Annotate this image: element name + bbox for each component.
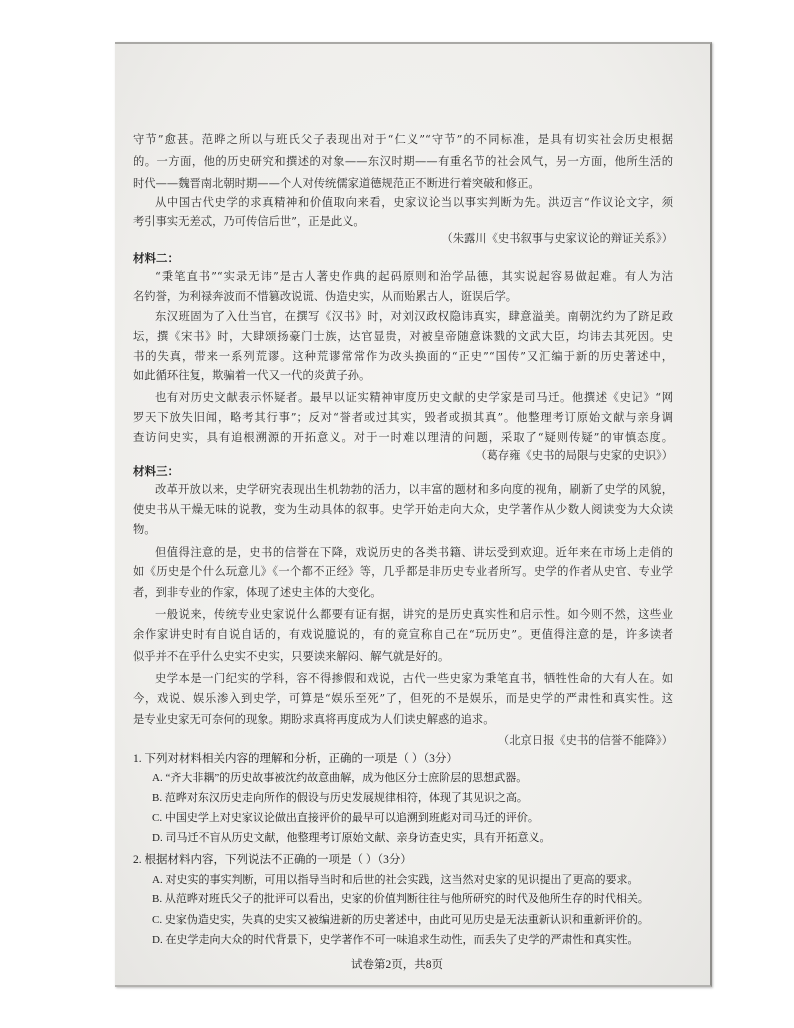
option-a: A. 对史实的事实判断，可用以指导当时和后世的社会实践，这当然对史家的见识提出了更高的要求。 <box>152 874 639 886</box>
option-b: B. 从范晔对班氏父子的批评可以看出，史家的价值判断往往与他所研究的时代及他所生存的时代相关。 <box>152 893 649 905</box>
text-line: 考引事实无差忒，乃可传信后世”，正是此义。 <box>133 215 365 228</box>
text-line: 也有对历史文献表示怀疑者。最早以证实精神审度历史文献的史学家是司马迁。他撰述《史记》“网 <box>155 391 673 404</box>
text-line: 物。 <box>133 523 156 536</box>
material-heading: 材料二： <box>133 251 179 265</box>
text-line: 者，到非专业的作家，体现了述史主体的大变化。 <box>133 586 382 599</box>
text-line: “秉笔直书”“实录无讳”是古人著史作典的起码原则和治学品德，其实说起容易做起难。有人为沽 <box>155 270 673 283</box>
text-line: 的。一方面，他的历史研究和撰述的对象——东汉时期——有重名节的社会风气，另一方面，他所生活的 <box>133 155 673 168</box>
text-line: 今，戏说、娱乐渗入到史学，可算是“娱乐至死”了，但死的不是娱乐，而是史学的严肃性和真实性。这 <box>133 692 673 705</box>
text-line: 罗天下放失旧闻，略考其行事”；反对“誉者或过其实，毁者或损其真”。他整理考订原始文献与亲身调 <box>133 411 673 424</box>
question-stem: 2. 根据材料内容，下列说法不正确的一项是（ ）（3分） <box>133 854 412 866</box>
text-line: 查访问史实，具有追根溯源的开拓意义。对于一时难以理清的问题，采取了“疑则传疑”的审慎态度。 <box>133 431 673 444</box>
text-line: 守节”愈甚。范晔之所以与班氏父子表现出对于“仁义”“守节”的不同标准，是具有切实社会历史根据 <box>133 133 673 146</box>
option-c: C. 史家伪造史实，失真的史实又被编进新的历史著述中，由此可见历史是无法重新认识和重新评价的。 <box>152 914 649 926</box>
text-line: 使史书从干燥无味的说教，变为生动具体的叙事。史学开始走向大众，史学著作从少数人阅读变为大众读 <box>133 503 673 516</box>
text-line: 书的失真，带来一系列荒谬。这种荒谬常常作为改头换面的“正史”“国传”又汇编于新的历史著述中， <box>133 350 673 363</box>
text-line: 但值得注意的是，史书的信誉在下降，戏说历史的各类书籍、讲坛受到欢迎。近年来在市场上走俏的 <box>155 546 673 559</box>
material-heading: 材料三： <box>133 464 179 478</box>
text-line: 史学本是一门纪实的学科，容不得掺假和戏说，古代一些史家为秉笔直书，牺牲性命的大有人在。如 <box>155 672 673 685</box>
text-line: 时代——魏晋南北朝时期——个人对传统儒家道德规范正不断进行着突破和修正。 <box>133 177 540 190</box>
question-stem: 1. 下列对材料相关内容的理解和分析，正确的一项是（ ）（3分） <box>133 753 458 765</box>
option-a: A. “齐大非耦”的历史故事被沈约故意曲解，成为他区分士庶阶层的思想武器。 <box>152 772 528 784</box>
text-line: 从中国古代史学的求真精神和价值取向来看，史家议论当以事实判断为先。洪迈言“作议论文字，须 <box>155 196 673 209</box>
text-line: 改革开放以来，史学研究表现出生机勃勃的活力，以丰富的题材和多向度的视角，刷新了史学的风貌， <box>155 483 673 496</box>
text-line: 东汉班固为了入仕当官，在撰写《汉书》时，对刘汉政权隐讳真实，肆意溢美。南朝沈约为了跻足政 <box>155 310 673 323</box>
text-line: 如《历史是个什么玩意儿》《一个都不正经》等，几乎都是非历史专业者所写。史学的作者从史官、专业学 <box>133 565 673 578</box>
text-line: 坛，撰《宋书》时，大肆颂扬豪门士族，达官显贵，对被皇帝随意诛戮的文武大臣，均讳去其死因。史 <box>133 330 673 343</box>
source-citation: （北京日报《史书的信誉不能降》） <box>497 734 673 747</box>
text-line: 如此循环往复，欺骗着一代又一代的炎黄子孙。 <box>133 369 371 382</box>
option-b: B. 范晔对东汉历史走向所作的假设与历史发展规律相符，体现了其见识之高。 <box>152 792 528 804</box>
source-citation: （葛存雍《史书的局限与史家的史识》） <box>475 449 673 462</box>
option-d: D. 司马迁不盲从历史文献，他整理考订原始文献、亲身访查史实，具有开拓意义。 <box>152 832 551 844</box>
text-line: 一般说来，传统专业史家说什么都要有证有据，讲究的是历史真实性和启示性。如今则不然，这些业 <box>155 608 673 621</box>
option-c: C. 中国史学上对史家议论做出直接评价的最早可以追溯到班彪对司马迁的评价。 <box>152 812 539 824</box>
text-line: 余作家讲史时有自说自话的，有戏说臆说的，有的竟宣称自己在“玩历史”。更值得注意的是，许多读者 <box>133 628 673 641</box>
text-line: 是专业史家无可奈何的现象。期盼求真将再度成为人们读史解惑的追求。 <box>133 713 495 726</box>
text-line: 似乎并不在乎什么史实不史实，只要读来解闷、解气就是好的。 <box>133 650 450 663</box>
page-footer-label: 试卷第2页，共8页 <box>351 959 443 971</box>
source-citation: （朱露川《史书叙事与史家议论的辩证关系》） <box>441 232 673 245</box>
option-d: D. 在史学走向大众的时代背景下，史学著作不可一味追求生动性，而丢失了史学的严肃性和真实性。 <box>152 934 639 946</box>
text-line: 名钓誉，为利禄奔波而不惜篡改说谎、伪造史实，从而贻累古人，诳误后学。 <box>133 290 518 303</box>
